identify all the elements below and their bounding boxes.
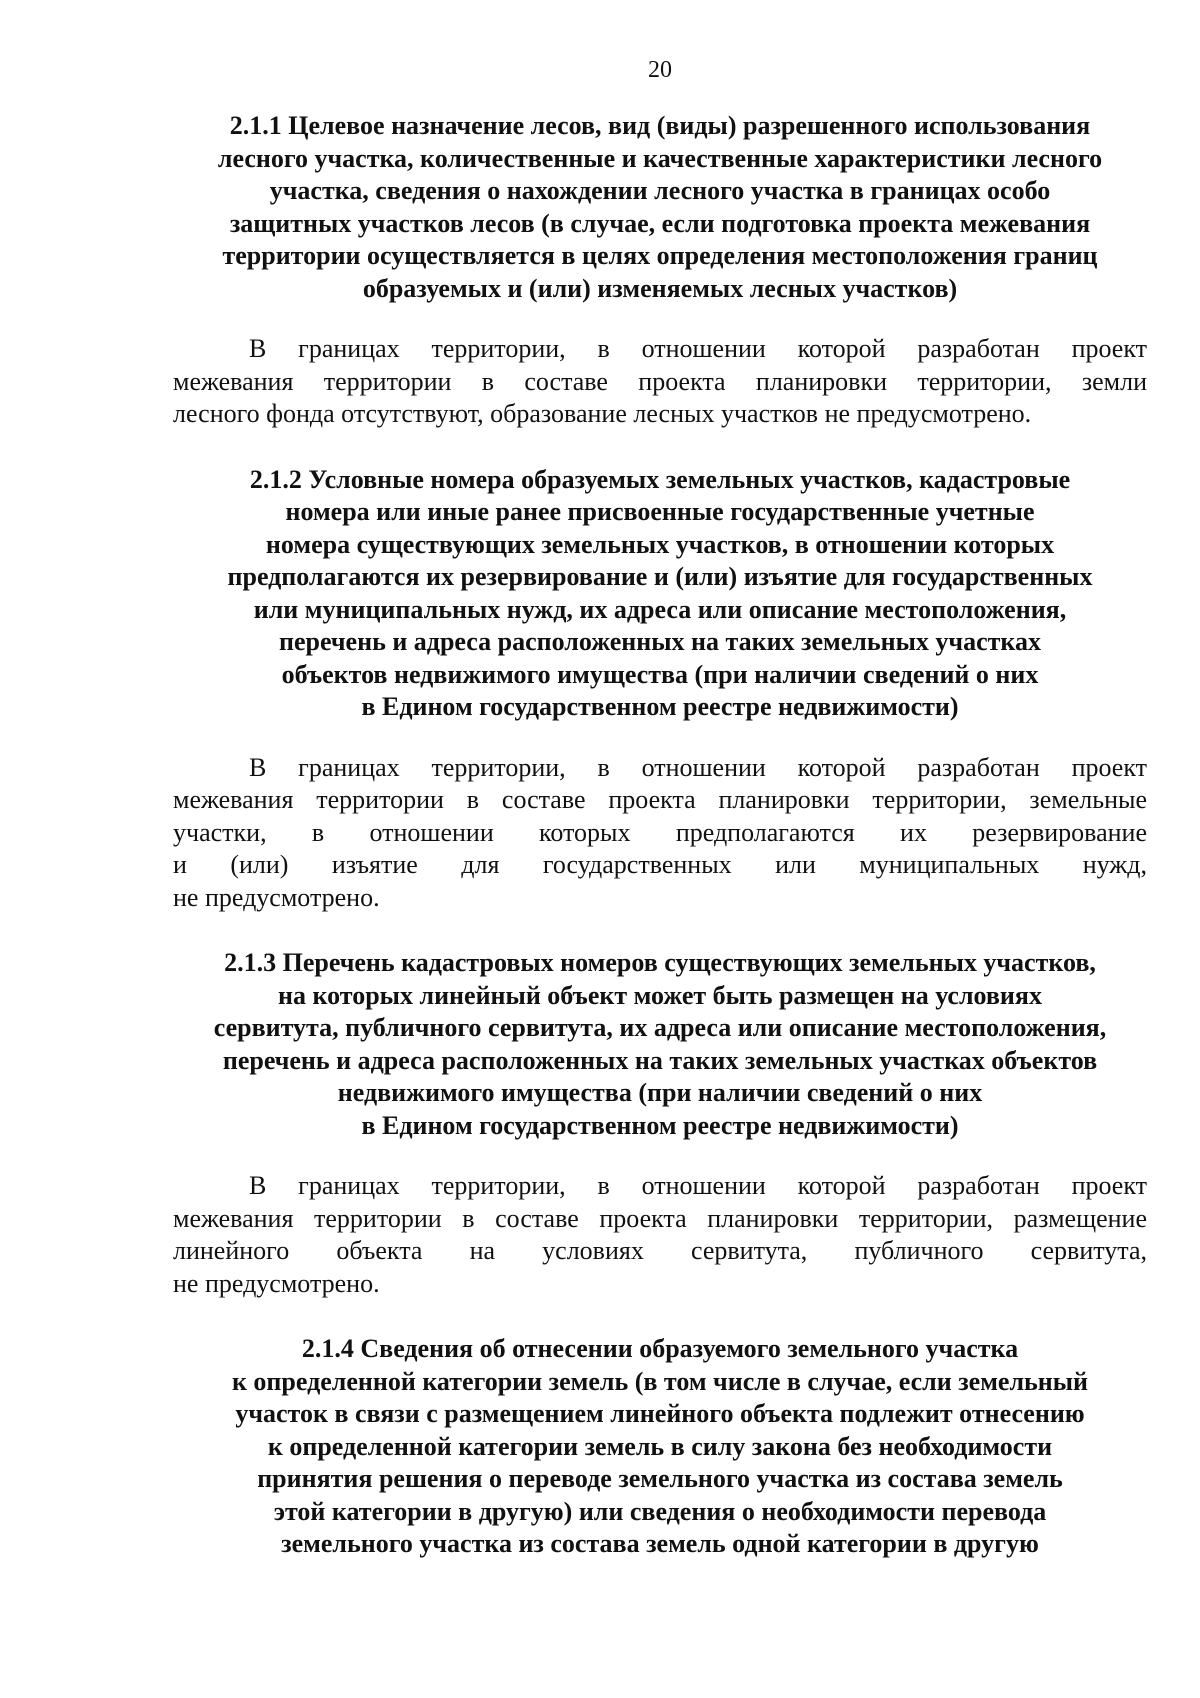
paragraph-line: В границах территории, в отношении которой разработан проект <box>249 334 1147 363</box>
heading-line: перечень и адреса расположенных на таких земельных участках <box>279 627 1041 656</box>
heading-line: предполагаются их резервирование и (или) изъятие для государственных <box>227 562 1093 591</box>
paragraph-line: не предусмотрено. <box>173 1268 380 1298</box>
paragraph-line: В границах территории, в отношении которой разработан проект <box>249 752 1147 782</box>
paragraph-line: межевания территории в составе проекта планировки территории, размещение <box>173 1203 1147 1233</box>
heading-line: 2.1.1 Целевое назначение лесов, вид (виды) разрешенного использования <box>229 111 1091 140</box>
heading-line: участка, сведения о нахождении лесного участка в границах особо <box>269 176 1051 205</box>
section-paragraph-2-1-1 <box>173 333 1147 431</box>
paragraph-line: межевания территории в составе проекта планировки территории, земельные <box>173 785 1147 814</box>
heading-line: на которых линейный объект может быть размещен на условиях <box>278 980 1042 1010</box>
heading-line: участок в связи с размещением линейного объекта подлежит отнесению <box>235 1399 1085 1428</box>
section-paragraph-2-1-2 <box>173 752 1147 915</box>
heading-line: земельного участка из состава земель одной категории в другую <box>281 1529 1039 1558</box>
section-heading-2-1-4 <box>173 1333 1147 1561</box>
heading-line: в Едином государственном реестре недвижимости) <box>361 1110 959 1140</box>
heading-line: номера существующих земельных участков, в отношении которых <box>265 529 1055 559</box>
heading-line: 2.1.4 Сведения об отнесении образуемого земельного участка <box>301 1334 1019 1363</box>
heading-line: лесного участка, количественные и качественные характеристики лесного <box>217 143 1103 173</box>
heading-line: перечень и адреса расположенных на таких земельных участках объектов <box>222 1045 1098 1075</box>
page-number: 20 <box>648 57 672 83</box>
heading-line: 2.1.3 Перечень кадастровых номеров существующих земельных участков, <box>224 948 1096 977</box>
section-heading-2-1-3 <box>173 947 1147 1142</box>
heading-line: номера или иные ранее присвоенные государственные учетные <box>285 497 1035 526</box>
heading-line: защитных участков лесов (в случае, если подготовка проекта межевания <box>229 208 1091 238</box>
heading-line: в Едином государственном реестре недвижимости) <box>361 692 959 721</box>
heading-line: объектов недвижимого имущества (при наличии сведений о них <box>281 659 1039 689</box>
heading-line: образуемых и (или) изменяемых лесных участков) <box>362 273 958 303</box>
heading-line: 2.1.2 Условные номера образуемых земельных участков, кадастровые <box>249 464 1071 494</box>
paragraph-line: межевания территории в составе проекта планировки территории, земли <box>173 366 1147 396</box>
document-body <box>173 110 1147 1561</box>
heading-line: этой категории в другую) или сведения о необходимости перевода <box>273 1496 1047 1526</box>
heading-line: территории осуществляется в целях определения местоположения границ <box>222 241 1098 270</box>
heading-line: к определенной категории земель (в том числе в случае, если земельный <box>231 1366 1089 1396</box>
section-heading-2-1-2 <box>173 464 1147 724</box>
heading-line: к определенной категории земель в силу закона без необходимости <box>267 1431 1053 1461</box>
paragraph-line: не предусмотрено. <box>173 882 380 912</box>
heading-line: недвижимого имущества (при наличии сведений о них <box>337 1078 983 1107</box>
paragraph-line: линейного объекта на условиях сервитута, публичного сервитута, <box>173 1236 1147 1265</box>
section-heading-2-1-1 <box>173 110 1147 305</box>
paragraph-line: лесного фонда отсутствуют, образование лесных участков не предусмотрено. <box>173 399 1032 428</box>
paragraph-line: участки, в отношении которых предполагаются их резервирование <box>173 817 1147 847</box>
section-paragraph-2-1-3 <box>173 1170 1147 1300</box>
heading-line: сервитута, публичного сервитута, их адреса или описание местоположения, <box>213 1013 1107 1042</box>
paragraph-line: и (или) изъятие для государственных или муниципальных нужд, <box>173 850 1147 879</box>
paragraph-line: В границах территории, в отношении которой разработан проект <box>249 1171 1147 1200</box>
heading-line: или муниципальных нужд, их адреса или описание местоположения, <box>253 594 1067 624</box>
heading-line: принятия решения о переводе земельного участка из состава земель <box>257 1464 1063 1493</box>
